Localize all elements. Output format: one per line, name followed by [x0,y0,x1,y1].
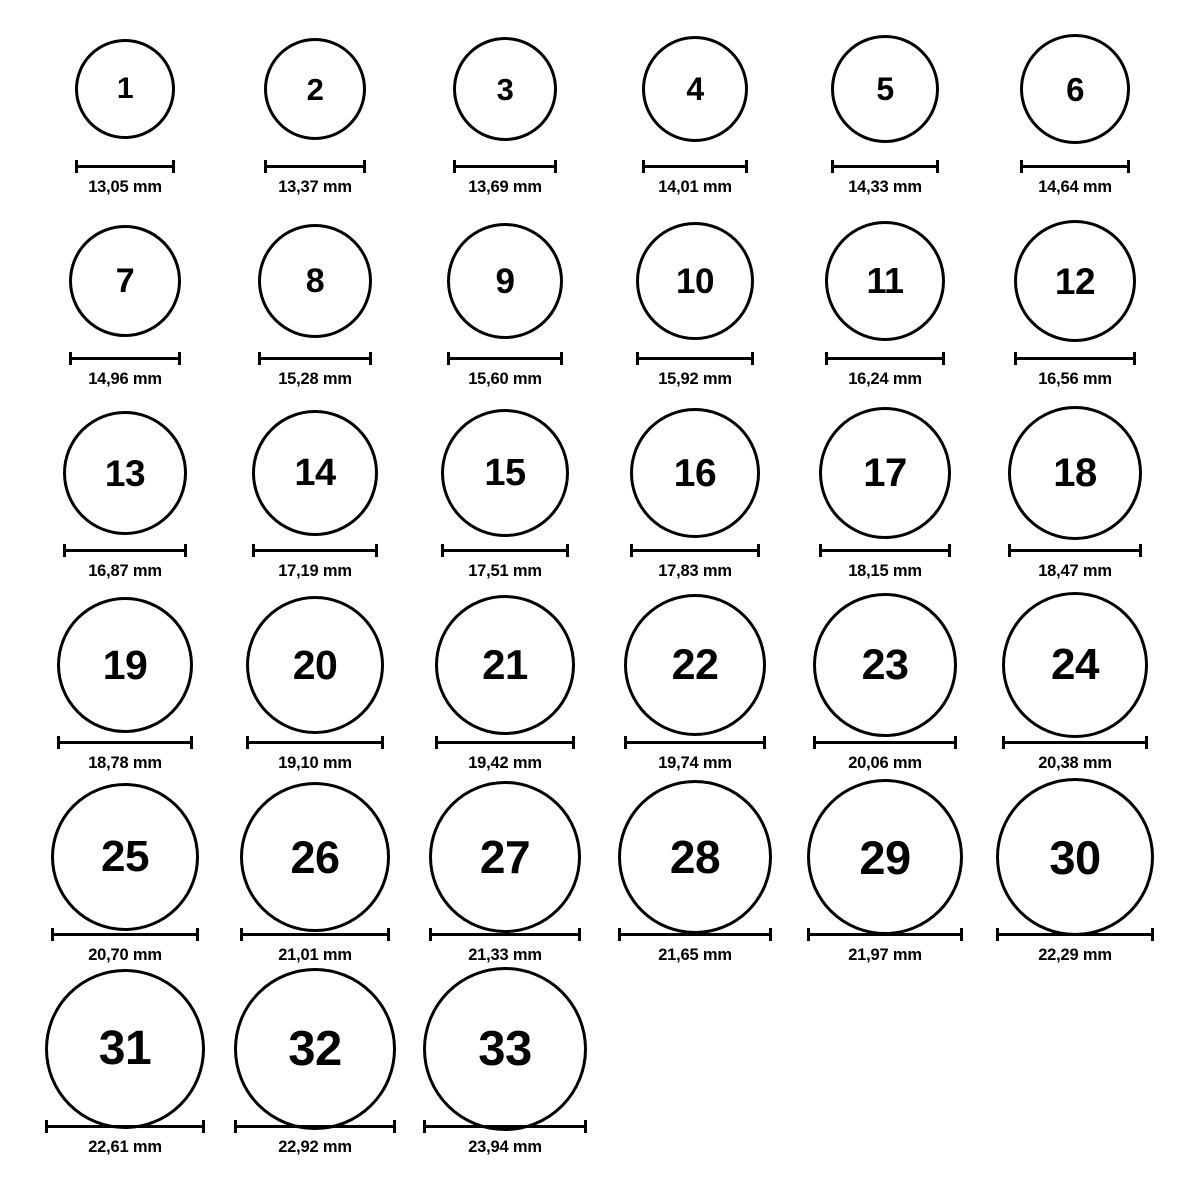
ring-size-number: 28 [669,831,721,883]
diameter-label: 21,01 mm [278,946,352,964]
measure-line [63,549,187,552]
measure-line [1002,741,1148,744]
ring-size-number: 23 [861,640,909,689]
ring-size-cell [600,786,790,978]
ring-size-cell [30,402,220,594]
diameter-measure-bar [69,352,181,364]
diameter-measure-bar [435,736,575,748]
ring-circle-wrapper [825,210,945,352]
ring-size-number: 5 [876,71,894,107]
ring-size-number: 10 [676,261,714,301]
diameter-label: 13,05 mm [88,178,162,196]
measure-line [234,1125,396,1128]
diameter-measure-bar [825,352,945,364]
ring-circle [624,594,766,736]
ring-circle [996,778,1154,936]
ring-circle [807,779,963,935]
diameter-label: 18,15 mm [848,562,922,580]
ring-circle-wrapper [429,786,581,928]
ring-size-cell [220,210,410,402]
ring-circle [618,780,772,934]
measure-line [807,933,963,936]
ring-size-cell [600,210,790,402]
diameter-label: 16,87 mm [88,562,162,580]
diameter-label: 17,83 mm [658,562,732,580]
ring-circle-wrapper [831,18,939,160]
measure-line [57,741,193,744]
diameter-label: 20,70 mm [88,946,162,964]
diameter-label: 21,97 mm [848,946,922,964]
ring-circle [447,223,563,339]
diameter-label: 14,96 mm [88,370,162,388]
measure-line [447,357,563,360]
diameter-label: 16,24 mm [848,370,922,388]
measure-line [246,741,384,744]
diameter-measure-bar [618,928,772,940]
ring-size-cell [220,978,410,1170]
ring-size-number: 15 [484,452,526,494]
ring-size-number: 25 [101,832,149,881]
ring-circle [819,407,951,539]
ring-size-number: 24 [1051,640,1099,689]
ring-circle-wrapper [246,594,384,736]
ring-circle-wrapper [453,18,557,160]
diameter-label: 18,78 mm [88,754,162,772]
ring-circle [252,410,378,536]
diameter-label: 19,10 mm [278,754,352,772]
ring-circle [57,597,193,733]
measure-line [240,933,390,936]
diameter-measure-bar [831,160,939,172]
ring-circle-wrapper [57,594,193,736]
diameter-label: 14,33 mm [848,178,922,196]
diameter-measure-bar [807,928,963,940]
measure-line [429,933,581,936]
diameter-label: 23,94 mm [468,1138,542,1156]
diameter-label: 15,60 mm [468,370,542,388]
diameter-label: 15,28 mm [278,370,352,388]
diameter-measure-bar [1002,736,1148,748]
measure-line [441,549,569,552]
ring-circle [435,595,575,735]
ring-size-cell [980,786,1170,978]
measure-line [618,933,772,936]
ring-circle [69,225,181,337]
diameter-label: 22,61 mm [88,1138,162,1156]
ring-circle [1002,592,1148,738]
ring-size-cell [790,402,980,594]
diameter-measure-bar [1020,160,1130,172]
measure-line [630,549,760,552]
ring-circle [441,409,569,537]
diameter-measure-bar [57,736,193,748]
ring-size-number: 2 [306,71,324,107]
diameter-label: 19,42 mm [468,754,542,772]
diameter-measure-bar [429,928,581,940]
diameter-label: 22,92 mm [278,1138,352,1156]
ring-size-cell [410,18,600,210]
ring-size-number: 31 [98,1022,152,1075]
ring-circle [1014,220,1136,342]
diameter-label: 14,64 mm [1038,178,1112,196]
ring-size-number: 12 [1054,260,1096,302]
ring-size-number: 4 [686,71,704,107]
diameter-measure-bar [264,160,366,172]
diameter-label: 13,37 mm [278,178,352,196]
ring-circle-wrapper [636,210,754,352]
diameter-measure-bar [447,352,563,364]
ring-size-cell [30,786,220,978]
ring-size-number: 22 [671,640,719,689]
ring-size-cell [600,594,790,786]
diameter-measure-bar [258,352,372,364]
diameter-label: 19,74 mm [658,754,732,772]
ring-circle-wrapper [423,978,587,1120]
measure-line [435,741,575,744]
ring-size-cell [220,18,410,210]
measure-line [45,1125,205,1128]
diameter-label: 22,29 mm [1038,946,1112,964]
ring-circle-wrapper [63,402,187,544]
ring-circle-wrapper [264,18,366,160]
ring-circle [240,782,390,932]
ring-circle-wrapper [240,786,390,928]
diameter-measure-bar [1008,544,1142,556]
ring-size-cell [980,18,1170,210]
ring-circle-wrapper [618,786,772,928]
ring-circle-wrapper [75,18,175,160]
diameter-measure-bar [51,928,199,940]
diameter-label: 13,69 mm [468,178,542,196]
ring-size-cell [30,210,220,402]
diameter-measure-bar [996,928,1154,940]
ring-size-cell [410,978,600,1170]
ring-size-number: 33 [478,1021,532,1076]
diameter-measure-bar [1014,352,1136,364]
ring-size-cell [410,210,600,402]
ring-circle-wrapper [1008,402,1142,544]
ring-circle [825,221,945,341]
ring-size-number: 27 [479,831,531,883]
ring-circle [630,408,760,538]
diameter-measure-bar [453,160,557,172]
ring-size-cell [410,402,600,594]
ring-circle-wrapper [807,786,963,928]
ring-circle [813,593,957,737]
measure-line [69,357,181,360]
ring-size-cell [220,402,410,594]
measure-line [453,165,557,168]
ring-size-number: 3 [496,71,514,107]
ring-circle-wrapper [45,978,205,1120]
measure-line [636,357,754,360]
ring-circle-wrapper [630,402,760,544]
ring-size-cell [30,18,220,210]
diameter-measure-bar [813,736,957,748]
ring-size-cell [30,594,220,786]
ring-circle [831,35,939,143]
ring-circle [1008,406,1142,540]
ring-size-number: 9 [495,261,515,301]
measure-line [1020,165,1130,168]
ring-circle [63,411,187,535]
diameter-measure-bar [624,736,766,748]
ring-circle [642,36,748,142]
diameter-label: 21,65 mm [658,946,732,964]
ring-circle-wrapper [447,210,563,352]
ring-circle-wrapper [234,978,396,1120]
diameter-measure-bar [636,352,754,364]
diameter-label: 17,51 mm [468,562,542,580]
ring-size-cell [980,210,1170,402]
diameter-measure-bar [423,1120,587,1132]
ring-circle [258,224,372,338]
ring-size-number: 18 [1053,451,1097,495]
ring-size-cell [790,594,980,786]
ring-circle [51,783,199,931]
ring-size-number: 32 [288,1021,342,1076]
measure-line [258,357,372,360]
measure-line [624,741,766,744]
ring-circle-wrapper [441,402,569,544]
measure-line [75,165,175,168]
diameter-measure-bar [642,160,748,172]
diameter-measure-bar [819,544,951,556]
ring-circle-wrapper [624,594,766,736]
measure-line [51,933,199,936]
diameter-measure-bar [75,160,175,172]
measure-line [813,741,957,744]
ring-circle [234,968,396,1130]
ring-size-cell [220,594,410,786]
measure-line [1014,357,1136,360]
ring-size-number: 11 [866,260,904,301]
ring-size-cell [980,594,1170,786]
ring-circle [45,969,205,1129]
ring-circle-wrapper [1014,210,1136,352]
ring-circle [453,37,557,141]
ring-size-number: 30 [1049,830,1101,884]
ring-size-number: 14 [294,452,336,494]
ring-circle-wrapper [642,18,748,160]
ring-circle [1020,34,1130,144]
measure-line [642,165,748,168]
ring-size-number: 6 [1066,70,1084,108]
ring-size-cell [410,786,600,978]
diameter-label: 20,38 mm [1038,754,1112,772]
ring-circle-wrapper [813,594,957,736]
measure-line [831,165,939,168]
ring-size-number: 8 [305,262,325,300]
ring-circle-wrapper [996,786,1154,928]
ring-size-number: 13 [104,452,146,494]
ring-size-grid [0,18,1200,1170]
ring-size-number: 21 [482,641,528,688]
ring-circle [246,596,384,734]
ring-size-cell [980,402,1170,594]
diameter-label: 14,01 mm [658,178,732,196]
ring-circle-wrapper [258,210,372,352]
ring-circle-wrapper [435,594,575,736]
ring-circle [423,967,587,1131]
measure-line [264,165,366,168]
measure-line [825,357,945,360]
diameter-label: 16,56 mm [1038,370,1112,388]
diameter-measure-bar [246,736,384,748]
ring-circle-wrapper [1020,18,1130,160]
ring-size-cell [30,978,220,1170]
diameter-label: 18,47 mm [1038,562,1112,580]
ring-circle-wrapper [819,402,951,544]
ring-size-cell [790,18,980,210]
ring-size-cell [600,18,790,210]
measure-line [819,549,951,552]
ring-circle-wrapper [1002,594,1148,736]
ring-size-cell [790,786,980,978]
ring-size-cell [220,786,410,978]
measure-line [423,1125,587,1128]
diameter-measure-bar [630,544,760,556]
diameter-measure-bar [63,544,187,556]
measure-line [996,933,1154,936]
diameter-label: 15,92 mm [658,370,732,388]
ring-circle-wrapper [252,402,378,544]
ring-circle-wrapper [69,210,181,352]
diameter-measure-bar [441,544,569,556]
ring-size-number: 19 [102,641,148,688]
ring-size-number: 1 [116,72,134,105]
measure-line [1008,549,1142,552]
ring-circle [264,38,366,140]
ring-circle-wrapper [51,786,199,928]
diameter-measure-bar [234,1120,396,1132]
ring-size-number: 20 [292,641,338,688]
diameter-measure-bar [252,544,378,556]
ring-size-cell [790,210,980,402]
diameter-label: 21,33 mm [468,946,542,964]
ring-size-number: 7 [115,262,135,300]
ring-size-cell [410,594,600,786]
ring-size-number: 17 [863,451,907,495]
ring-circle [429,781,581,933]
ring-size-number: 29 [859,830,911,884]
diameter-measure-bar [240,928,390,940]
measure-line [252,549,378,552]
ring-size-cell [600,402,790,594]
ring-circle [75,39,175,139]
diameter-measure-bar [45,1120,205,1132]
ring-circle [636,222,754,340]
ring-size-number: 26 [290,831,340,883]
diameter-label: 17,19 mm [278,562,352,580]
diameter-label: 20,06 mm [848,754,922,772]
ring-size-number: 16 [673,451,717,495]
